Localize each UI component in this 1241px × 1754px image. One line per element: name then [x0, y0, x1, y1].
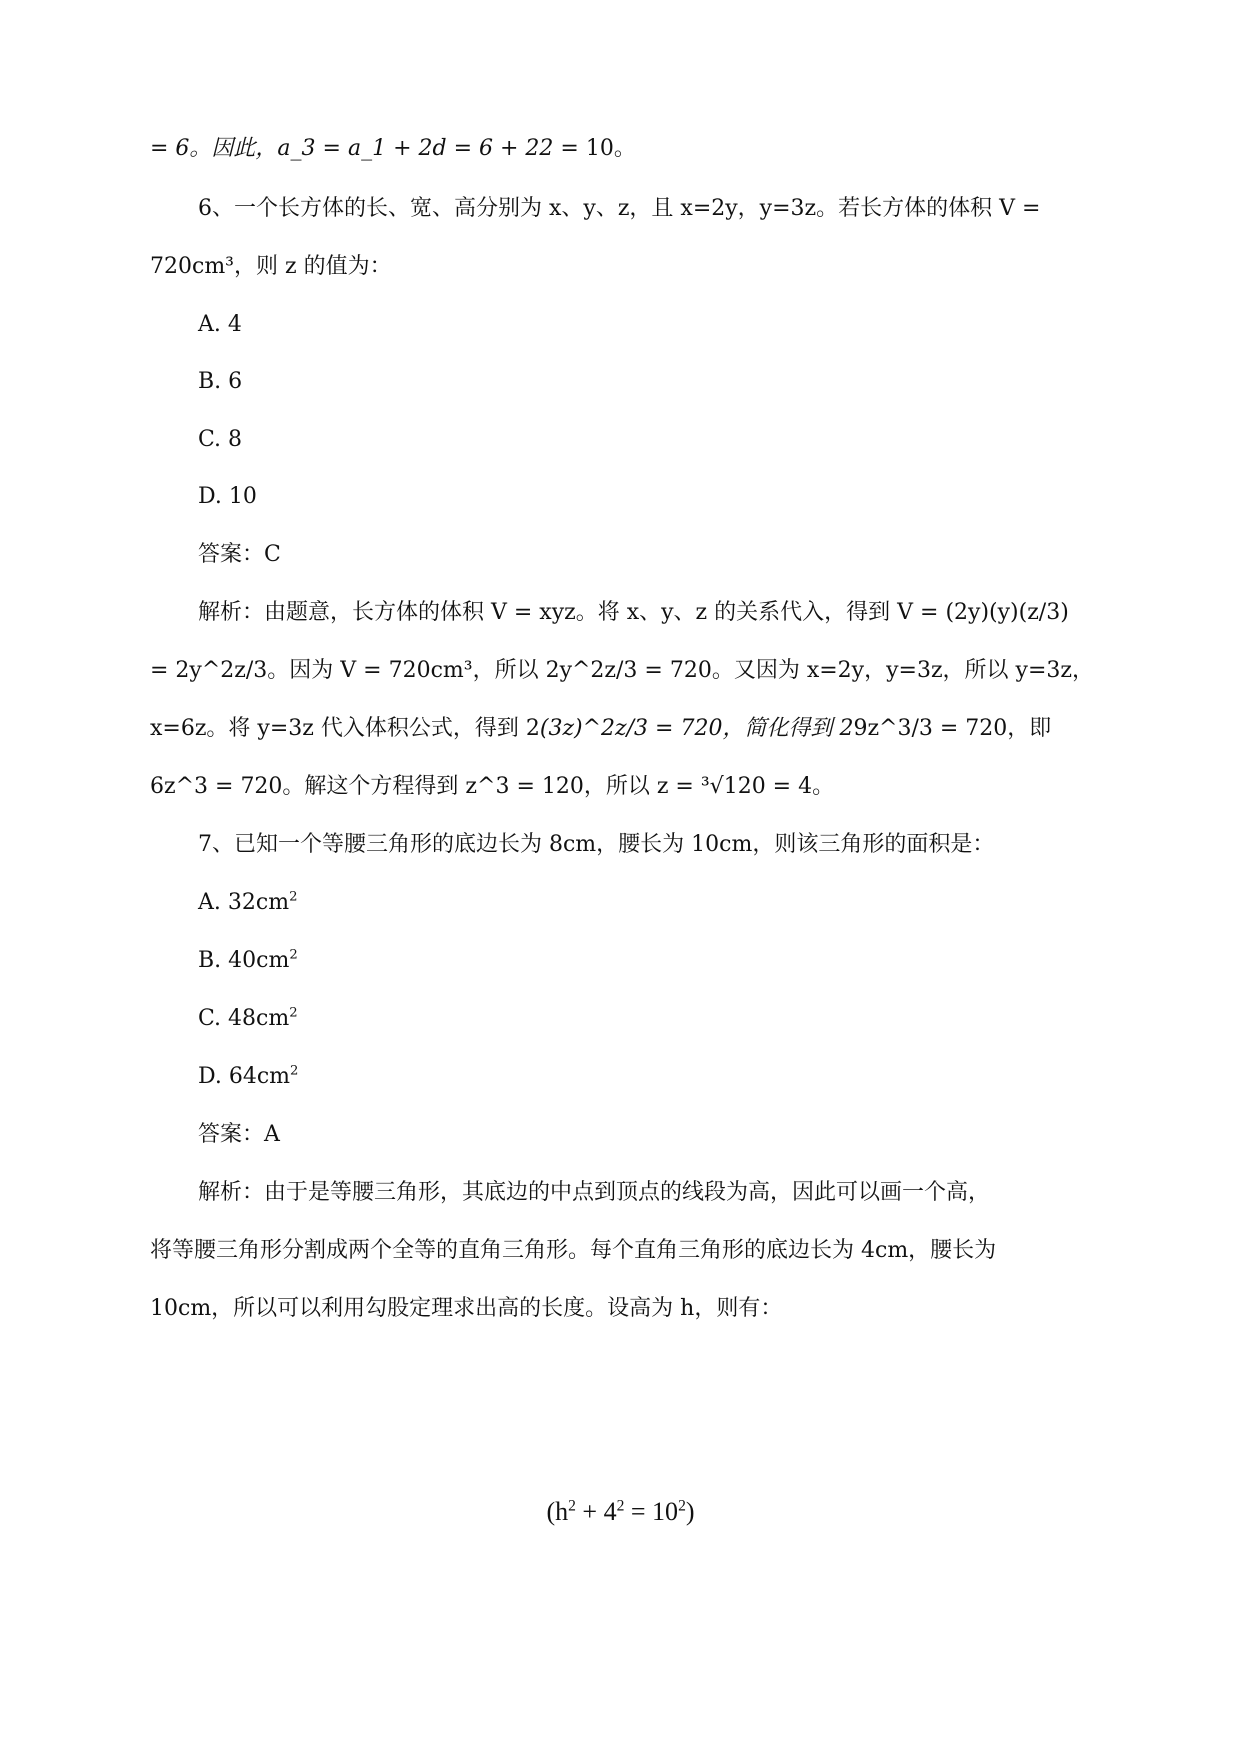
- formula-mid: + 4: [575, 1497, 617, 1526]
- q7-option-a: [198, 888, 297, 918]
- q7-option-b-sup: 2: [289, 947, 298, 963]
- q7-stem: 7、已知一个等腰三角形的底边长为 8cm，腰长为 10cm，则该三角形的面积是：: [198, 832, 995, 857]
- previous-solution-rest: = 10。: [553, 136, 636, 161]
- q6-option-a: A. 4: [198, 312, 242, 337]
- q6-option-c: C. 8: [198, 427, 243, 452]
- q7-option-a-sup: 2: [289, 889, 298, 905]
- formula-open: (h: [546, 1497, 569, 1526]
- q6-analysis-line3-italic: (3z)^2z/3 = 720，简化得到 2: [539, 716, 854, 741]
- q7-analysis-line1: 解析：由于是等腰三角形，其底边的中点到顶点的线段为高，因此可以画一个高，: [198, 1180, 991, 1205]
- previous-solution-italic: = 6。因此，a_3 = a_1 + 2d = 6 + 22: [150, 136, 554, 161]
- previous-solution-tail: [150, 134, 636, 164]
- formula-close: ): [685, 1497, 695, 1526]
- q7-option-c-text: C. 48cm: [198, 1006, 290, 1031]
- q7-analysis-line2: 将等腰三角形分割成两个全等的直角三角形。每个直角三角形的底边长为 4cm，腰长为: [150, 1238, 997, 1263]
- q6-analysis-line4: 6z^3 = 720。解这个方程得到 z^3 = 120，所以 z = ³√120 = 4。: [150, 774, 835, 799]
- formula-eq: = 10: [624, 1497, 679, 1526]
- q6-analysis-line3-part1: x=6z。将 y=3z 代入体积公式，得到 2: [150, 716, 540, 741]
- q6-option-d: D. 10: [198, 484, 257, 509]
- formula-sup-10: 2: [678, 1497, 686, 1515]
- q7-option-d-sup: 2: [290, 1063, 299, 1079]
- formula-sup-4: 2: [616, 1497, 625, 1515]
- q6-stem-line2: 720cm³，则 z 的值为：: [150, 254, 392, 279]
- q7-answer: 答案：A: [198, 1122, 280, 1147]
- formula-sup-h: 2: [568, 1497, 576, 1515]
- q6-analysis-line1: 解析：由题意，长方体的体积 V = xyz。将 x、y、z 的关系代入，得到 V = (2y)(y)(z/3): [198, 600, 1069, 625]
- q7-option-c: [198, 1004, 298, 1034]
- q7-option-b-text: B. 40cm: [198, 948, 290, 973]
- q6-option-b: B. 6: [198, 369, 243, 394]
- q7-option-b: [198, 946, 298, 976]
- q6-analysis-line3-part3: 9z^3/3 = 720，即: [853, 716, 1052, 741]
- q7-option-a-text: A. 32cm: [198, 890, 290, 915]
- q7-option-d: [198, 1062, 298, 1092]
- q6-analysis-line2: = 2y^2z/3。因为 V = 720cm³，所以 2y^2z/3 = 720。又因为 x=2y，y=3z，所以 y=3z，: [150, 658, 1094, 683]
- q6-stem-line1: 6、一个长方体的长、宽、高分别为 x、y、z，且 x=2y，y=3z。若长方体的体积 V =: [198, 196, 1041, 221]
- q6-answer: 答案：C: [198, 542, 281, 567]
- q7-option-c-sup: 2: [289, 1005, 298, 1021]
- pythagoras-formula: [0, 1496, 1241, 1528]
- q6-analysis-line3: [150, 714, 1051, 744]
- q7-analysis-line3: 10cm，所以可以利用勾股定理求出高的长度。设高为 h，则有：: [150, 1296, 783, 1321]
- q7-option-d-text: D. 64cm: [198, 1064, 291, 1089]
